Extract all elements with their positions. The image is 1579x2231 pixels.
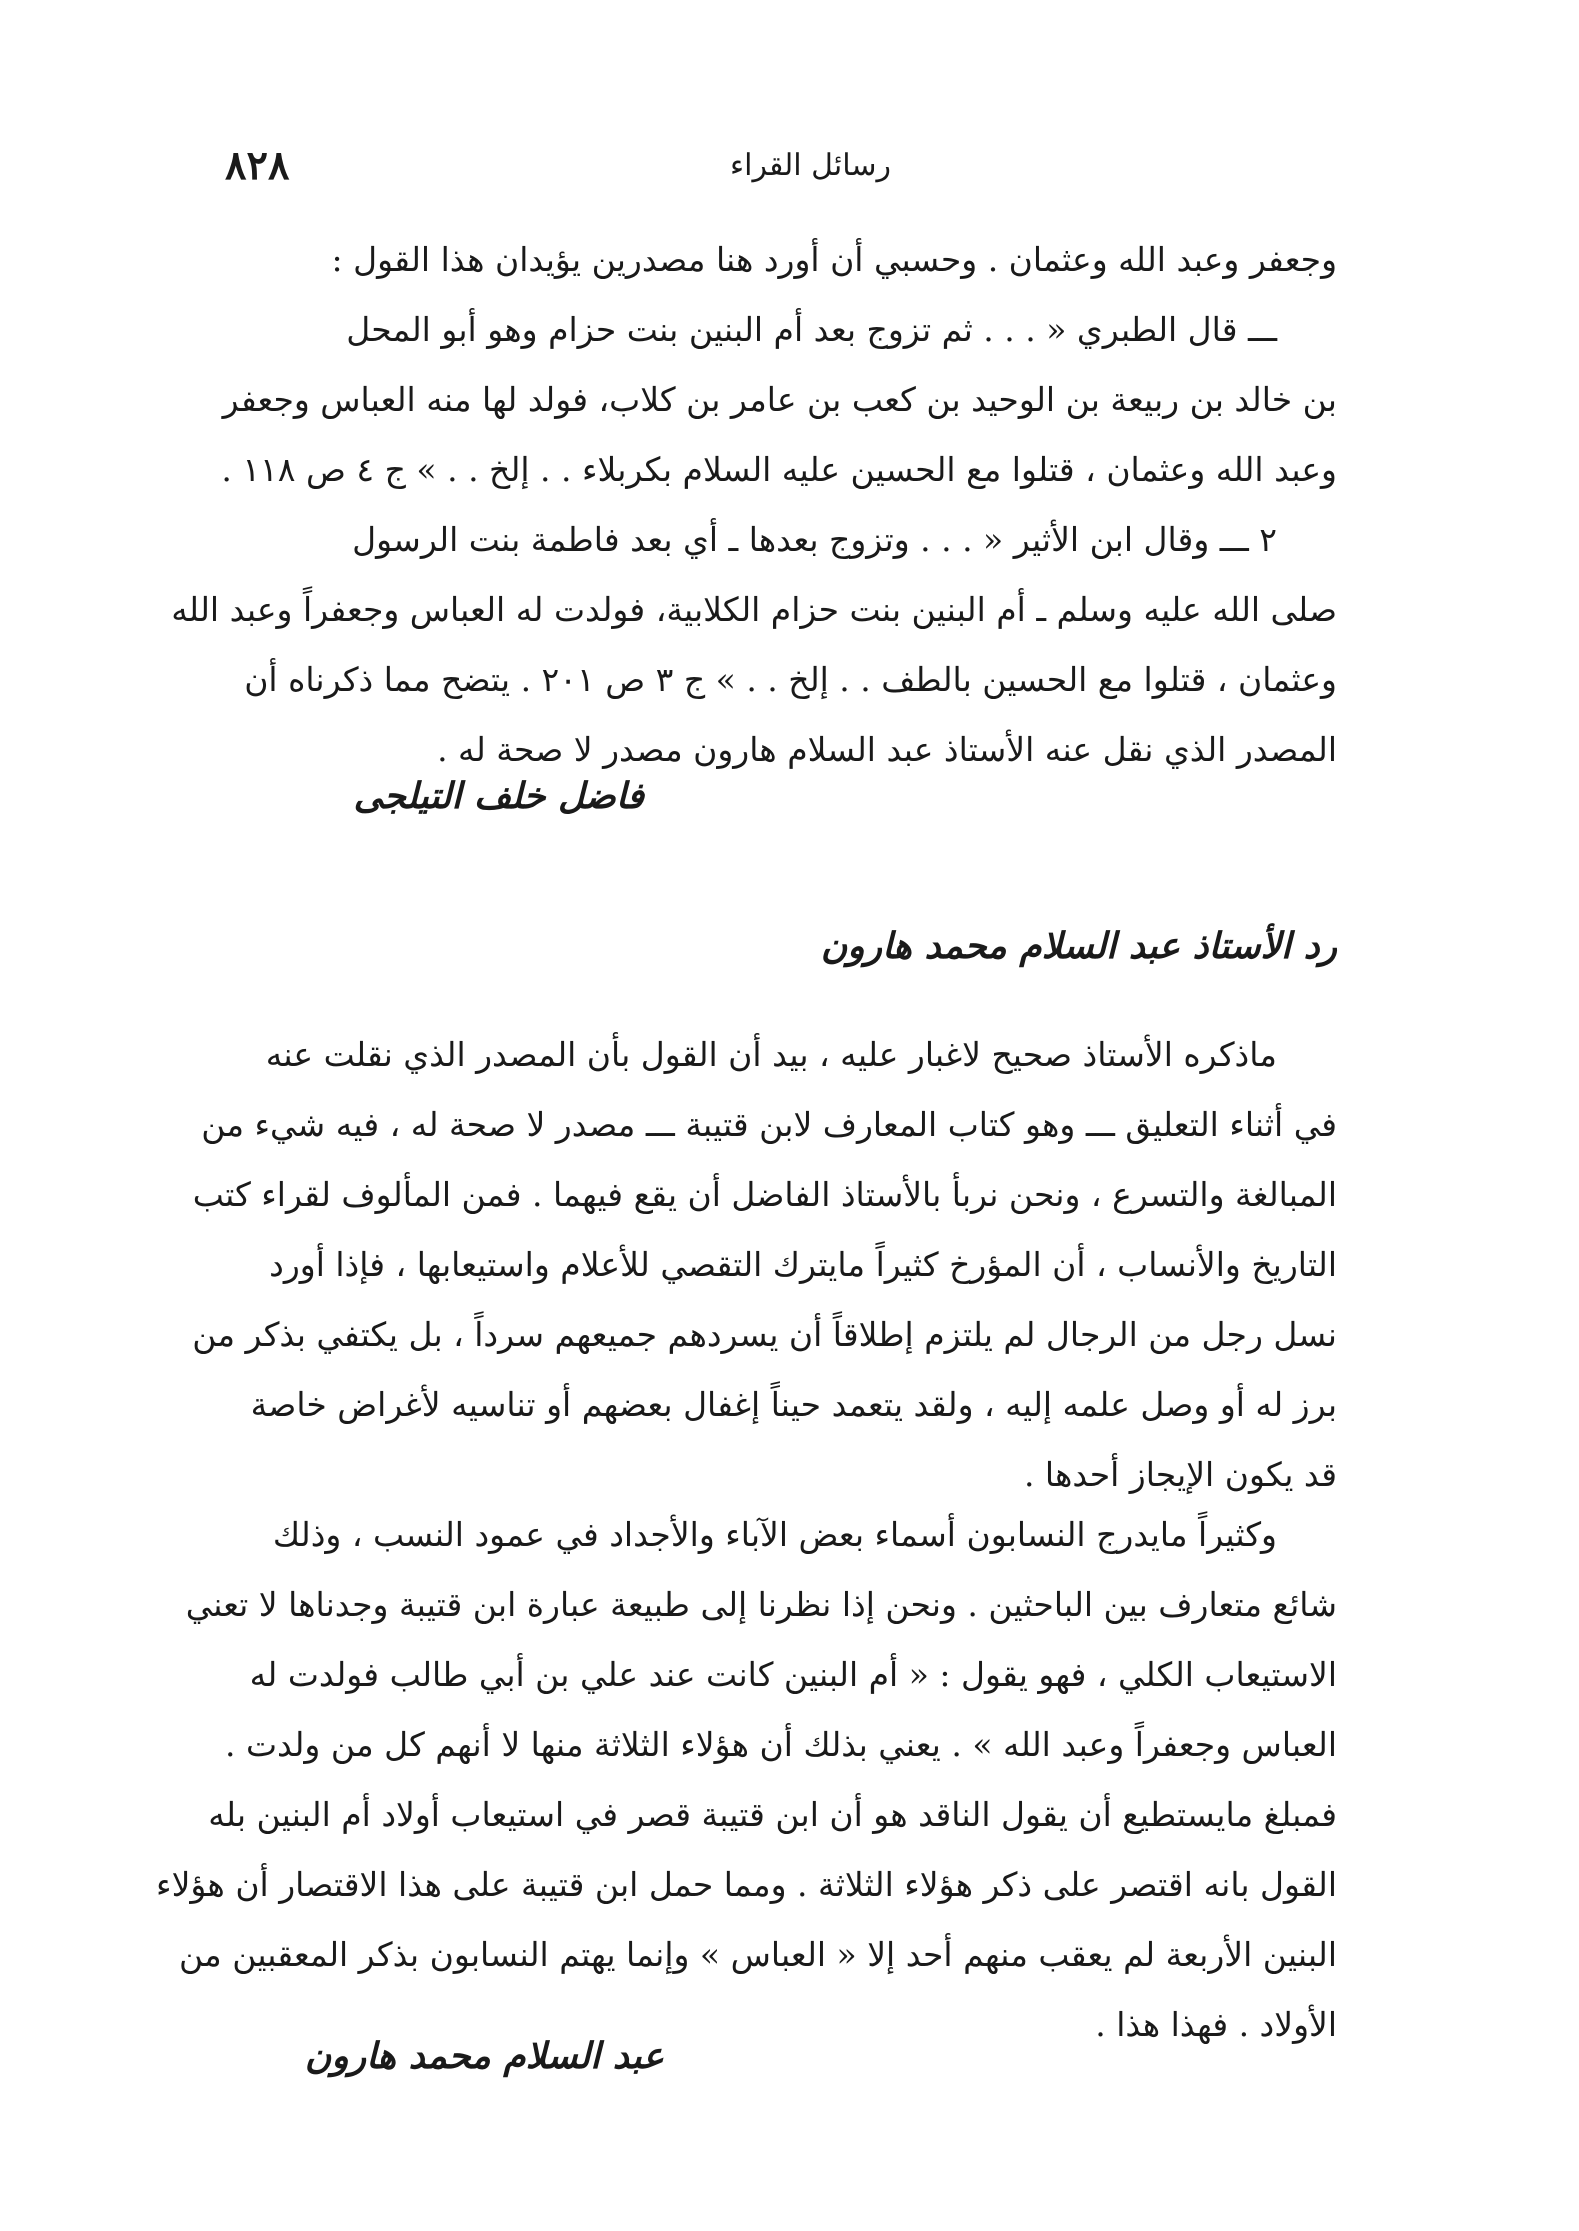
text-line: برز له أو وصل علمه إليه ، ولقد يتعمد حيناً إغفال بعضهم أو تناسيه لأغراض خاصة (250, 1385, 1337, 1424)
reply-paragraph-1 (192, 1020, 1337, 1510)
text-line: نسل رجل من الرجال لم يلتزم إطلاقاً أن يسردهم جميعهم سرداً ، بل يكتفي بذكر من (192, 1315, 1337, 1354)
text-line: شائع متعارف بين الباحثين . ونحن إذا نظرنا إلى طبيعة عبارة ابن قتيبة وجدناها لا تعني (185, 1585, 1337, 1624)
reply-signature: عبد السلام محمد هارون (304, 2035, 664, 2077)
text-line: القول بانه اقتصر على ذكر هؤلاء الثلاثة . ومما حمل ابن قتيبة على هذا الاقتصار أن هؤلاء (156, 1865, 1337, 1904)
reply-heading: رد الأستاذ عبد السلام محمد هارون (820, 925, 1337, 967)
page-number: ٨٢٨ (225, 142, 290, 189)
text-line: المبالغة والتسرع ، ونحن نربأ بالأستاذ الفاضل أن يقع فيهما . فمن المألوف لقراء كتب (192, 1175, 1337, 1214)
text-line: العباس وجعفراً وعبد الله » . يعني بذلك أن هؤلاء الثلاثة منها لا أنهم كل من ولدت . (224, 1725, 1337, 1764)
text-line: قد يكون الإيجاز أحدها . (1023, 1455, 1337, 1494)
text-line: وكثيراً مايدرج النسابون أسماء بعض الآباء والأجداد في عمود النسب ، وذلك (272, 1515, 1277, 1554)
text-line: الأولاد . فهذا هذا . (1095, 2005, 1337, 2044)
text-line: ٢ ـــ وقال ابن الأثير « . . . وتزوج بعدها ـ أي بعد فاطمة بنت الرسول (352, 520, 1277, 559)
running-title: رسائل القراء (730, 148, 892, 183)
text-line: وعبد الله وعثمان ، قتلوا مع الحسين عليه السلام بكربلاء . . إلخ . . » ج ٤ ص ١١٨ . (221, 450, 1337, 489)
letter-body (171, 225, 1337, 785)
text-line: الاستيعاب الكلي ، فهو يقول : « أم البنين كانت عند علي بن أبي طالب فولدت له (249, 1655, 1337, 1694)
text-line: وعثمان ، قتلوا مع الحسين بالطف . . إلخ . . » ج ٣ ص ٢٠١ . يتضح مما ذكرناه أن (244, 660, 1337, 699)
text-line: وجعفر وعبد الله وعثمان . وحسبي أن أورد هنا مصدرين يؤيدان هذا القول : (331, 240, 1337, 279)
text-line: التاريخ والأنساب ، أن المؤرخ كثيراً مايترك التقصي للأعلام واستيعابها ، فإذا أورد (269, 1245, 1337, 1284)
text-line: المصدر الذي نقل عنه الأستاذ عبد السلام هارون مصدر لا صحة له . (437, 730, 1337, 769)
text-line: ـــ قال الطبري « . . . ثم تزوج بعد أم البنين بنت حزام وهو أبو المحل (346, 310, 1277, 349)
letter-signature: فاضل خلف التيلجى (353, 775, 644, 817)
text-line: في أثناء التعليق ـــ وهو كتاب المعارف لابن قتيبة ـــ مصدر لا صحة له ، فيه شيء من (201, 1105, 1337, 1144)
text-line: صلى الله عليه وسلم ـ أم البنين بنت حزام الكلابية، فولدت له العباس وجعفراً وعبد الله (171, 590, 1337, 629)
text-line: البنين الأربعة لم يعقب منهم أحد إلا « العباس » وإنما يهتم النسابون بذكر المعقبين من (178, 1935, 1337, 1974)
reply-paragraph-2 (156, 1500, 1337, 2060)
text-line: ماذكره الأستاذ صحيح لاغبار عليه ، بيد أن القول بأن المصدر الذي نقلت عنه (265, 1035, 1277, 1074)
text-line: بن خالد بن ربيعة بن الوحيد بن كعب بن عامر بن كلاب، فولد لها منه العباس وجعفر (222, 380, 1337, 419)
page-header (225, 142, 1337, 202)
text-line: فمبلغ مايستطيع أن يقول الناقد هو أن ابن قتيبة قصر في استيعاب أولاد أم البنين بله (208, 1795, 1337, 1834)
